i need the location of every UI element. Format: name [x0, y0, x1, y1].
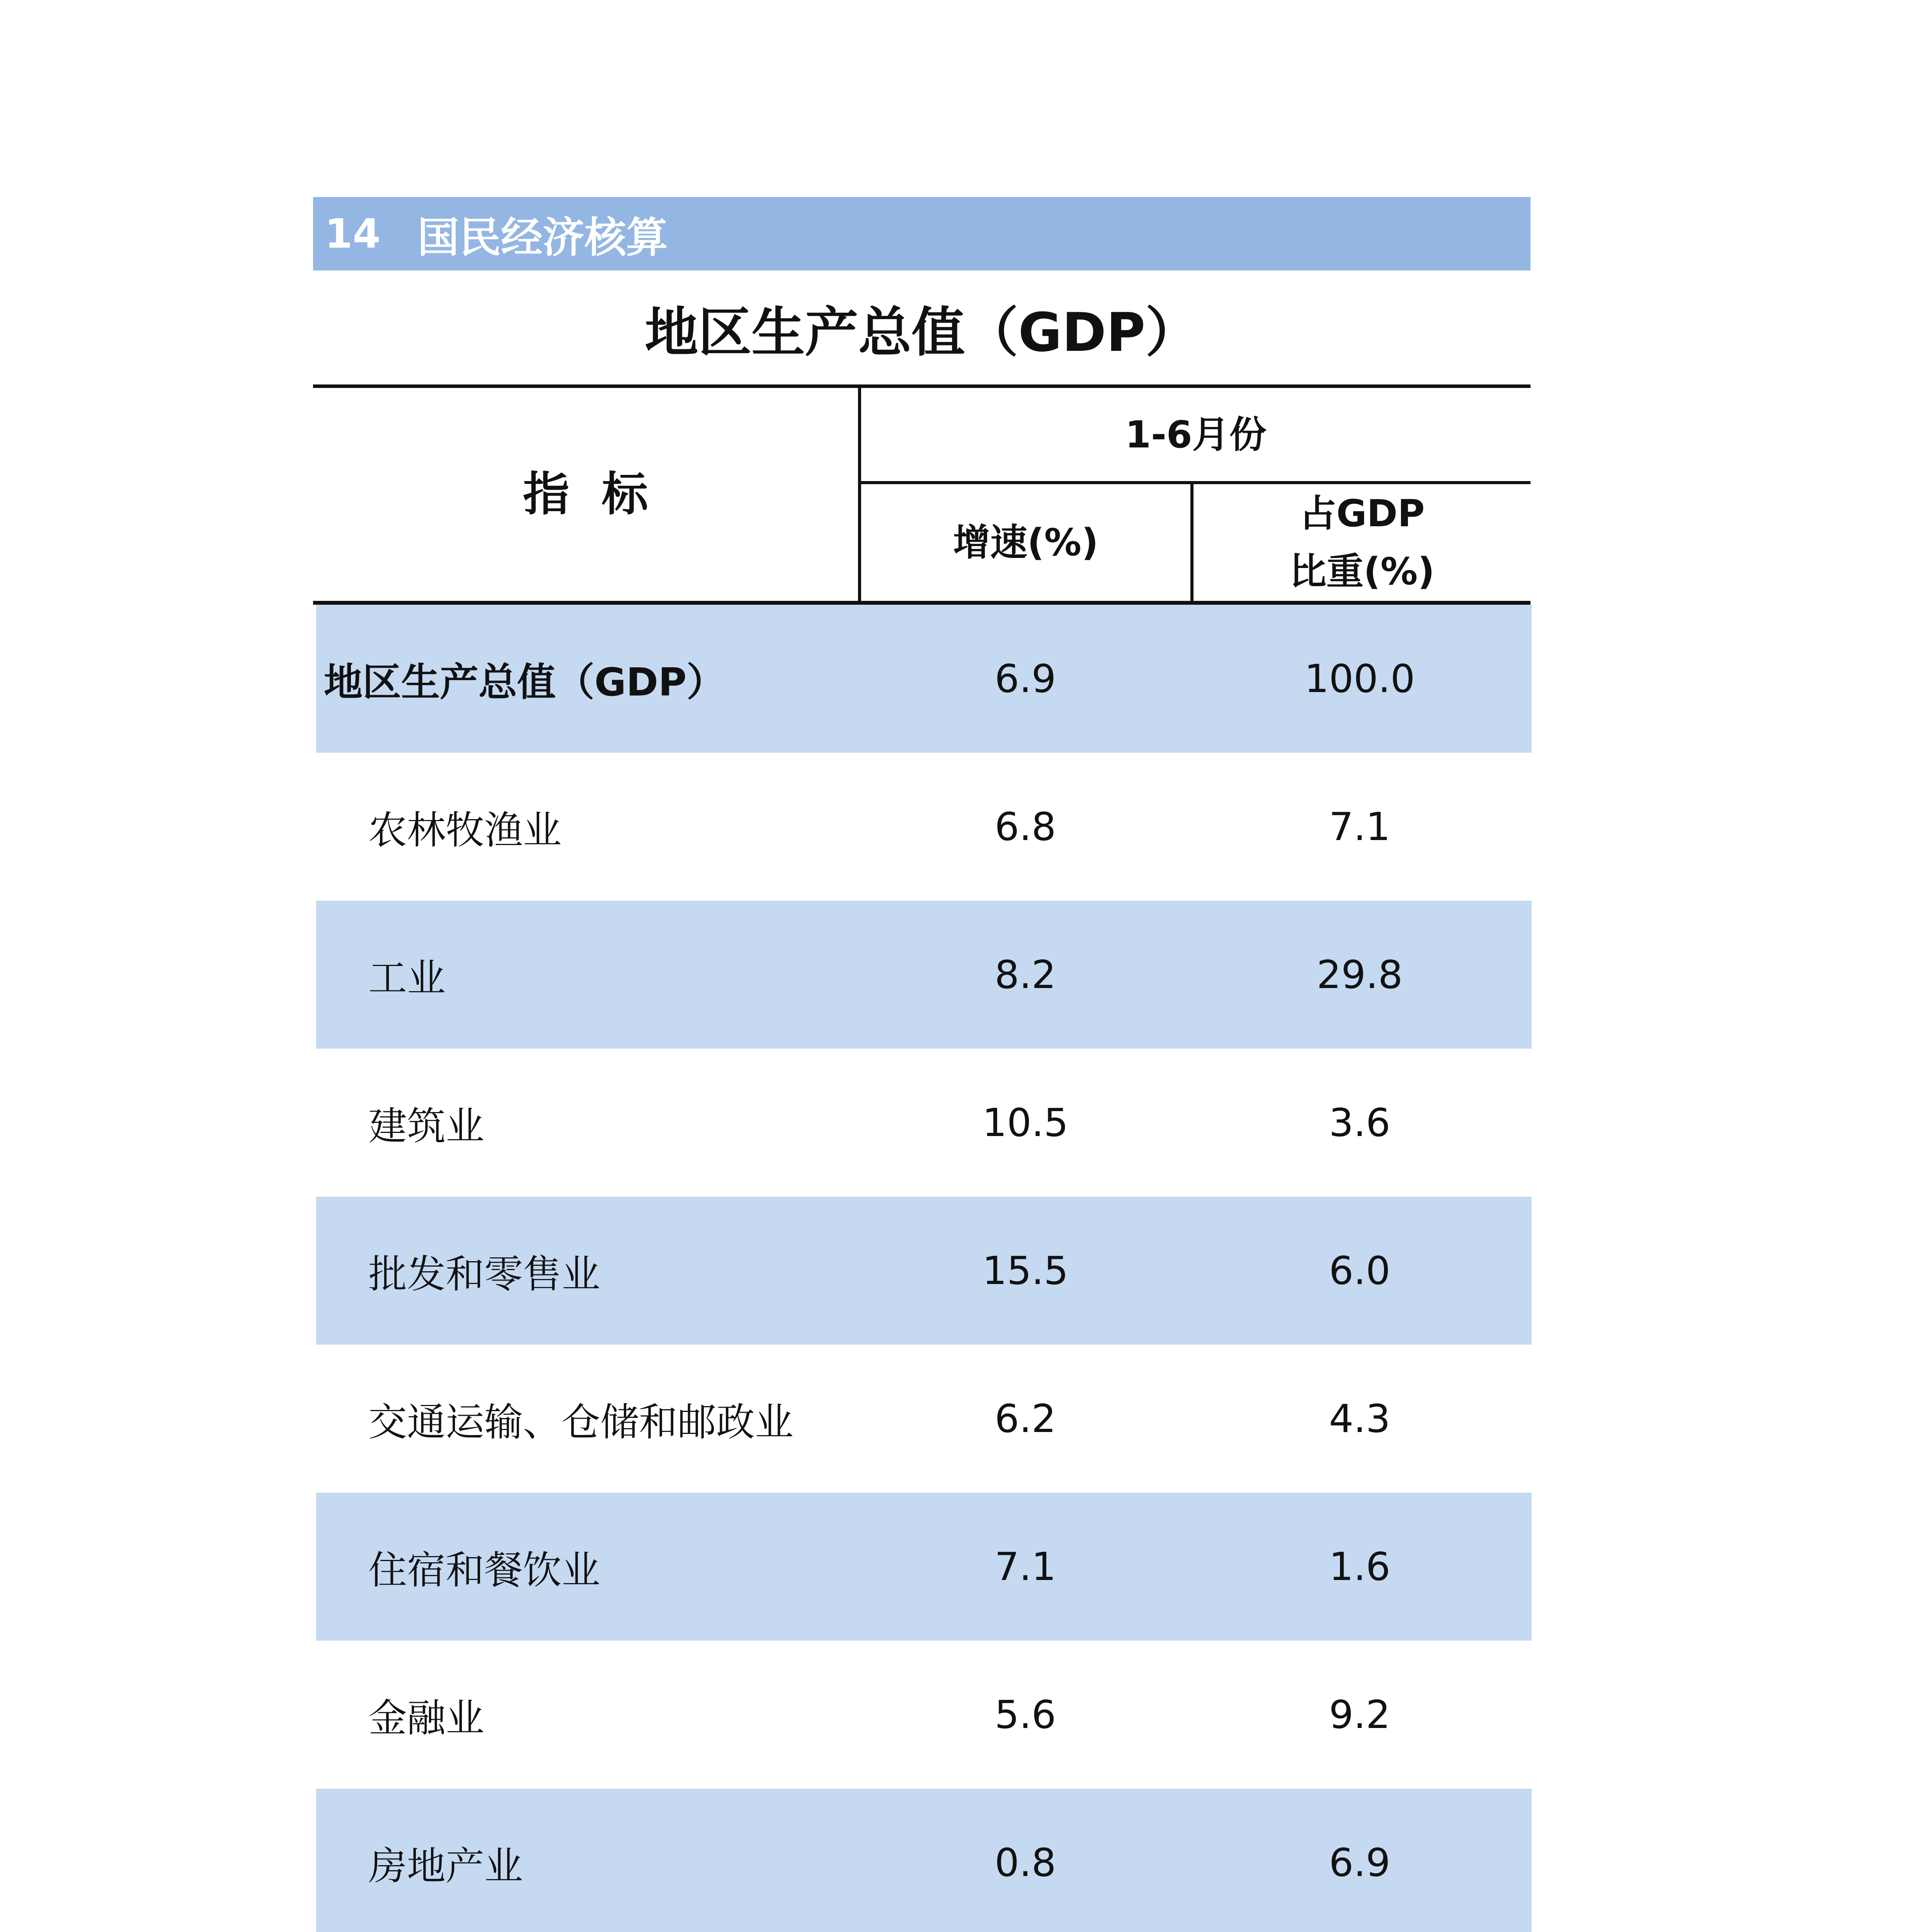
- share-value: 9.2: [1329, 1692, 1391, 1737]
- header-divider-right: [1190, 483, 1193, 603]
- table-row: [316, 1197, 1532, 1345]
- growth-value: 6.2: [994, 1396, 1056, 1441]
- row-label: 金融业: [368, 1695, 484, 1741]
- row-label: 工业: [368, 955, 446, 1001]
- period-header: [861, 388, 1531, 481]
- growth-header-label: 增速(%): [953, 521, 1098, 564]
- row-label: 房地产业: [368, 1843, 523, 1889]
- row-label: 批发和零售业: [368, 1251, 600, 1297]
- table-row: [316, 1789, 1532, 1932]
- table-row: [316, 1049, 1532, 1197]
- growth-value: 7.1: [994, 1544, 1056, 1589]
- share-value: 100.0: [1304, 656, 1415, 701]
- row-label: 农林牧渔业: [368, 807, 562, 853]
- row-label: 地区生产总值（GDP）: [324, 659, 725, 705]
- growth-value: 5.6: [994, 1692, 1056, 1737]
- row-label: 建筑业: [368, 1103, 484, 1149]
- row-label: 住宿和餐饮业: [368, 1547, 600, 1593]
- table-top-rule: [313, 384, 1531, 388]
- share-value: 6.9: [1329, 1840, 1391, 1885]
- table-row: [316, 901, 1532, 1049]
- share-value: 4.3: [1329, 1396, 1391, 1441]
- table-row: [316, 605, 1532, 753]
- growth-value: 15.5: [982, 1248, 1069, 1293]
- section-header-bar: [313, 197, 1531, 270]
- table-row: [316, 1641, 1532, 1789]
- share-value: 6.0: [1329, 1248, 1391, 1293]
- share-header-line1: 占GDP: [1299, 492, 1425, 535]
- share-value: 3.6: [1329, 1100, 1391, 1145]
- table-row: [316, 1493, 1532, 1641]
- header-bottom-rule: [313, 601, 1531, 605]
- share-header: [1193, 484, 1531, 601]
- row-label: 交通运输、仓储和邮政业: [368, 1399, 793, 1445]
- growth-value: 6.8: [994, 804, 1056, 849]
- indicator-header: [313, 388, 858, 601]
- header-divider-left: [858, 386, 861, 603]
- share-value: 1.6: [1329, 1544, 1391, 1589]
- table-row: [316, 1345, 1532, 1493]
- period-header-label: 1-6月份: [1125, 413, 1267, 456]
- growth-header: [861, 484, 1190, 601]
- section-number: 14: [325, 210, 381, 257]
- period-header-rule: [860, 481, 1531, 484]
- growth-value: 8.2: [994, 952, 1056, 997]
- growth-value: 10.5: [982, 1100, 1069, 1145]
- section-title: 国民经济核算: [417, 213, 668, 262]
- share-header-line2: 比重(%): [1289, 550, 1435, 593]
- share-value: 29.8: [1316, 952, 1403, 997]
- table-title: 地区生产总值（GDP）: [645, 301, 1199, 364]
- table-row: [316, 753, 1532, 901]
- share-value: 7.1: [1329, 804, 1391, 849]
- growth-value: 0.8: [994, 1840, 1056, 1885]
- indicator-header-label: 指 标: [523, 468, 648, 521]
- growth-value: 6.9: [994, 656, 1056, 701]
